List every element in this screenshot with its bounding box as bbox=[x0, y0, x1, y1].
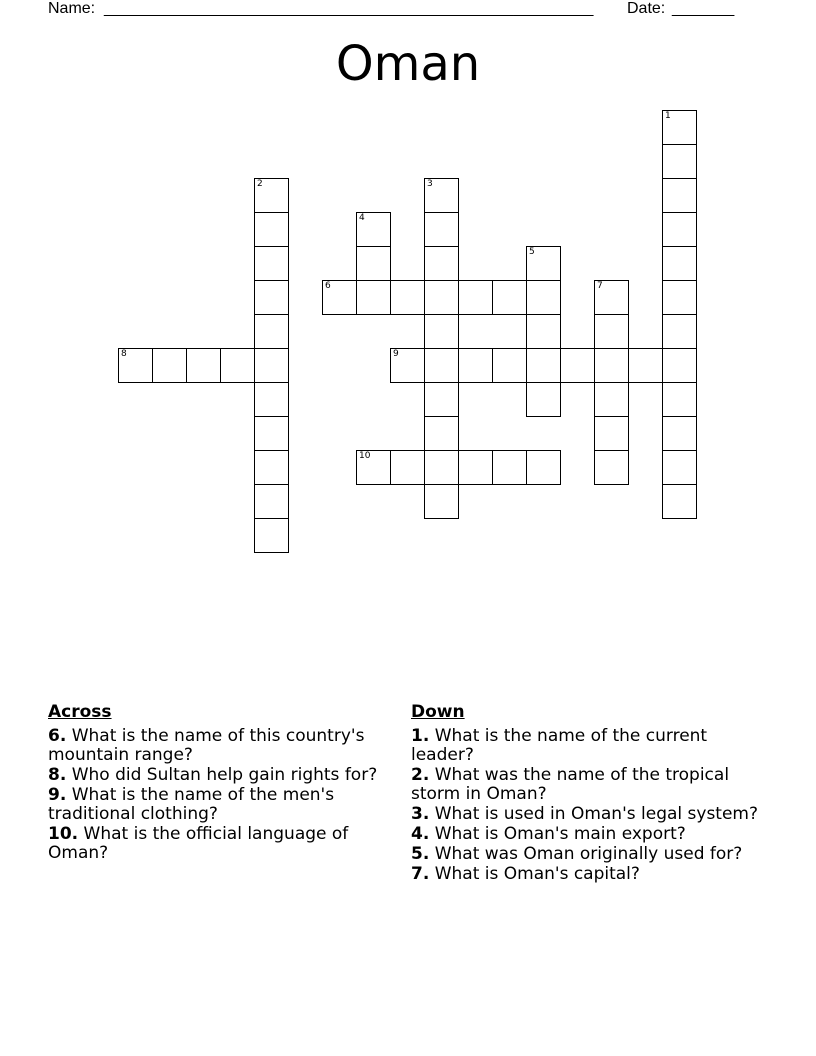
down-heading: Down bbox=[411, 702, 465, 722]
grid-cell[interactable] bbox=[322, 280, 357, 315]
clue-number: 6 bbox=[325, 281, 331, 291]
grid-cell[interactable] bbox=[458, 348, 493, 383]
grid-cell[interactable] bbox=[458, 450, 493, 485]
grid-cell[interactable] bbox=[424, 246, 459, 281]
grid-cell[interactable] bbox=[356, 280, 391, 315]
grid-cell[interactable] bbox=[662, 178, 697, 213]
grid-cell[interactable] bbox=[254, 484, 289, 519]
clue-down-5: 5. What was Oman originally used for? bbox=[411, 844, 743, 864]
clue-down-7: 7. What is Oman's capital? bbox=[411, 864, 640, 884]
grid-cell[interactable] bbox=[526, 450, 561, 485]
grid-cell[interactable] bbox=[254, 314, 289, 349]
grid-cell[interactable] bbox=[662, 416, 697, 451]
grid-cell[interactable] bbox=[526, 348, 561, 383]
grid-cell[interactable] bbox=[424, 348, 459, 383]
grid-cell[interactable] bbox=[662, 348, 697, 383]
clue-across-9: 9. What is the name of the men's traditional clothing? bbox=[48, 785, 335, 824]
clue-number: 3 bbox=[427, 179, 433, 189]
grid-cell[interactable] bbox=[424, 450, 459, 485]
grid-cell[interactable] bbox=[662, 382, 697, 417]
grid-cell[interactable] bbox=[424, 314, 459, 349]
grid-cell[interactable] bbox=[390, 348, 425, 383]
grid-cell[interactable] bbox=[186, 348, 221, 383]
grid-cell[interactable] bbox=[560, 348, 595, 383]
grid-cell[interactable] bbox=[492, 280, 527, 315]
grid-cell[interactable] bbox=[492, 348, 527, 383]
grid-cell[interactable] bbox=[356, 450, 391, 485]
clue-down-2: 2. What was the name of the tropical storm in Oman? bbox=[411, 765, 730, 804]
clue-number: 8 bbox=[121, 349, 127, 359]
grid-cell[interactable] bbox=[424, 382, 459, 417]
grid-cell[interactable] bbox=[118, 348, 153, 383]
clue-number: 4 bbox=[359, 213, 365, 223]
grid-cell[interactable] bbox=[254, 246, 289, 281]
name-field[interactable]: _______________________________________________________ bbox=[104, 0, 594, 17]
grid-cell[interactable] bbox=[628, 348, 663, 383]
grid-cell[interactable] bbox=[526, 382, 561, 417]
grid-cell[interactable] bbox=[220, 348, 255, 383]
grid-cell[interactable] bbox=[492, 450, 527, 485]
across-clues bbox=[48, 702, 393, 864]
clue-number: 1 bbox=[665, 111, 671, 121]
grid-cell[interactable] bbox=[424, 484, 459, 519]
grid-cell[interactable] bbox=[594, 348, 629, 383]
clue-across-6: 6. What is the name of this country's mountain range? bbox=[48, 726, 365, 765]
grid-cell[interactable] bbox=[254, 348, 289, 383]
grid-cell[interactable] bbox=[254, 450, 289, 485]
grid-cell[interactable] bbox=[662, 484, 697, 519]
grid-cell[interactable] bbox=[254, 178, 289, 213]
grid-cell[interactable] bbox=[356, 246, 391, 281]
clue-down-3: 3. What is used in Oman's legal system? bbox=[411, 804, 759, 824]
clue-number: 7 bbox=[597, 281, 603, 291]
name-label: Name: bbox=[48, 0, 96, 17]
date-label: Date: bbox=[627, 0, 666, 17]
grid-cell[interactable] bbox=[254, 518, 289, 553]
grid-cell[interactable] bbox=[594, 382, 629, 417]
clue-number: 5 bbox=[529, 247, 535, 257]
grid-cell[interactable] bbox=[390, 450, 425, 485]
clue-number: 9 bbox=[393, 349, 399, 359]
clue-down-1: 1. What is the name of the current leader? bbox=[411, 726, 708, 765]
grid-cell[interactable] bbox=[662, 212, 697, 247]
across-heading: Across bbox=[48, 702, 112, 722]
grid-cell[interactable] bbox=[526, 314, 561, 349]
grid-cell[interactable] bbox=[254, 416, 289, 451]
grid-cell[interactable] bbox=[424, 280, 459, 315]
date-field[interactable]: _______ bbox=[672, 0, 735, 17]
grid-cell[interactable] bbox=[526, 280, 561, 315]
down-clues bbox=[411, 702, 771, 885]
grid-cell[interactable] bbox=[458, 280, 493, 315]
grid-cell[interactable] bbox=[594, 416, 629, 451]
grid-cell[interactable] bbox=[594, 314, 629, 349]
clue-across-10: 10. What is the official language of Oman? bbox=[48, 824, 349, 863]
clue-number: 2 bbox=[257, 179, 263, 189]
clue-number: 10 bbox=[359, 451, 371, 461]
grid-cell[interactable] bbox=[662, 314, 697, 349]
clue-across-8: 8. Who did Sultan help gain rights for? bbox=[48, 765, 378, 785]
grid-cell[interactable] bbox=[662, 144, 697, 179]
grid-cell[interactable] bbox=[662, 110, 697, 145]
grid-cell[interactable] bbox=[424, 178, 459, 213]
grid-cell[interactable] bbox=[254, 212, 289, 247]
grid-cell[interactable] bbox=[424, 212, 459, 247]
grid-cell[interactable] bbox=[152, 348, 187, 383]
grid-cell[interactable] bbox=[662, 280, 697, 315]
grid-cell[interactable] bbox=[390, 280, 425, 315]
grid-cell[interactable] bbox=[594, 280, 629, 315]
clue-down-4: 4. What is Oman's main export? bbox=[411, 824, 686, 844]
grid-cell[interactable] bbox=[662, 450, 697, 485]
grid-cell[interactable] bbox=[254, 280, 289, 315]
grid-cell[interactable] bbox=[424, 416, 459, 451]
page-title: Oman bbox=[335, 36, 481, 92]
grid-cell[interactable] bbox=[662, 246, 697, 281]
grid-cell[interactable] bbox=[356, 212, 391, 247]
grid-cell[interactable] bbox=[526, 246, 561, 281]
grid-cell[interactable] bbox=[594, 450, 629, 485]
grid-cell[interactable] bbox=[254, 382, 289, 417]
